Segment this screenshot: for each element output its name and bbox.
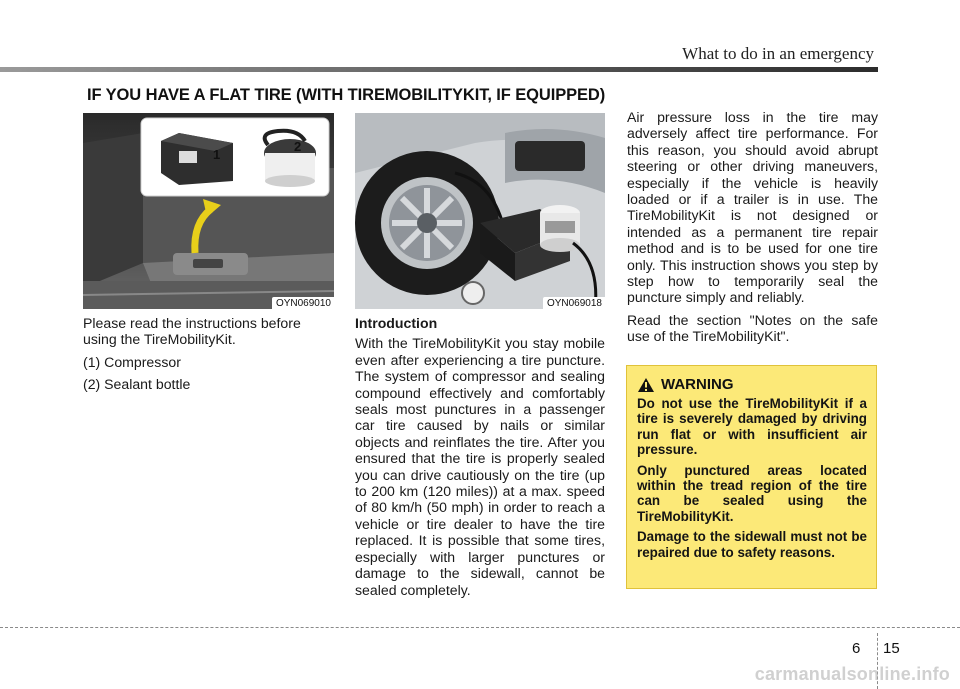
warning-text: Do not use the TireMobilityKit if a tire is severely damaged by driving run flat or with insufficient air pressure. bbox=[637, 396, 867, 458]
introduction-heading: Introduction bbox=[355, 315, 438, 331]
warning-icon bbox=[637, 377, 655, 393]
list-item-compressor: (1) Compressor bbox=[83, 353, 181, 370]
warning-box bbox=[626, 365, 877, 589]
body-paragraph: Air pressure loss in the tire may adversely affect tire performance. For this reason, you should avoid abrupt steering or other driving maneuvers, especially if the vehicle is heavily loaded or if a trailer is in use. The TireMobilityKit is not designed or intended as a permanent tire repair method and is to be used for one tire only. This instruction shows you step by step how to temporarily seal the puncture simply and reliably. bbox=[627, 109, 878, 306]
chapter-number: 6 bbox=[852, 640, 861, 657]
warning-text: Only punctured areas located within the tread region of the tire can be sealed using the TireMobilityKit. bbox=[637, 462, 867, 524]
figure-trunk-kit bbox=[83, 113, 334, 309]
header-rule bbox=[0, 67, 878, 72]
figure-wheel-compressor bbox=[355, 113, 605, 309]
column-2 bbox=[355, 315, 605, 604]
gauge-icon bbox=[462, 282, 484, 304]
watermark: carmanualsonline.info bbox=[754, 664, 950, 684]
introduction-text: With the TireMobilityKit you stay mobile even after experiencing a tire puncture. The system of compressor and sealing compound effectively and comfortably seals most punctures in a passenger car tire caused by nails or similar objects and reinflates the tire. After you ensured that the tire is properly sealed you can drive cautiously on the tire (up to 200 km (120 miles)) at a max. speed of 80 km/h (50 mph) in order to reach a vehicle or tire dealer to have the tire replaced. It is possible that some tires, especially with larger punctures or damage to the sidewall, cannot be sealed completely. bbox=[355, 335, 605, 598]
figure-caption: OYN069018 bbox=[543, 297, 605, 309]
list-item-sealant: (2) Sealant bottle bbox=[83, 376, 191, 393]
wheel-illustration bbox=[355, 113, 605, 309]
footer-rule bbox=[0, 627, 960, 628]
body-paragraph: Read the section "Notes on the safe use of the TireMobilityKit". bbox=[627, 311, 878, 345]
warning-text: Damage to the sidewall must not be repaired due to safety reasons. bbox=[637, 529, 867, 560]
trunk-illustration bbox=[83, 113, 334, 309]
column-1 bbox=[83, 315, 335, 399]
column-3 bbox=[627, 109, 878, 351]
callout-2: 2 bbox=[294, 139, 302, 154]
running-header: What to do in an emergency bbox=[682, 44, 874, 63]
page-number: 15 bbox=[883, 640, 900, 657]
instruction-text: Please read the instructions before using the TireMobilityKit. bbox=[83, 315, 301, 348]
warning-label: WARNING bbox=[661, 376, 734, 393]
figure-caption: OYN069010 bbox=[272, 297, 334, 309]
warning-header bbox=[637, 376, 867, 393]
section-title: IF YOU HAVE A FLAT TIRE (WITH TIREMOBILITYKIT, IF EQUIPPED) bbox=[87, 86, 606, 104]
callout-1: 1 bbox=[213, 147, 221, 162]
